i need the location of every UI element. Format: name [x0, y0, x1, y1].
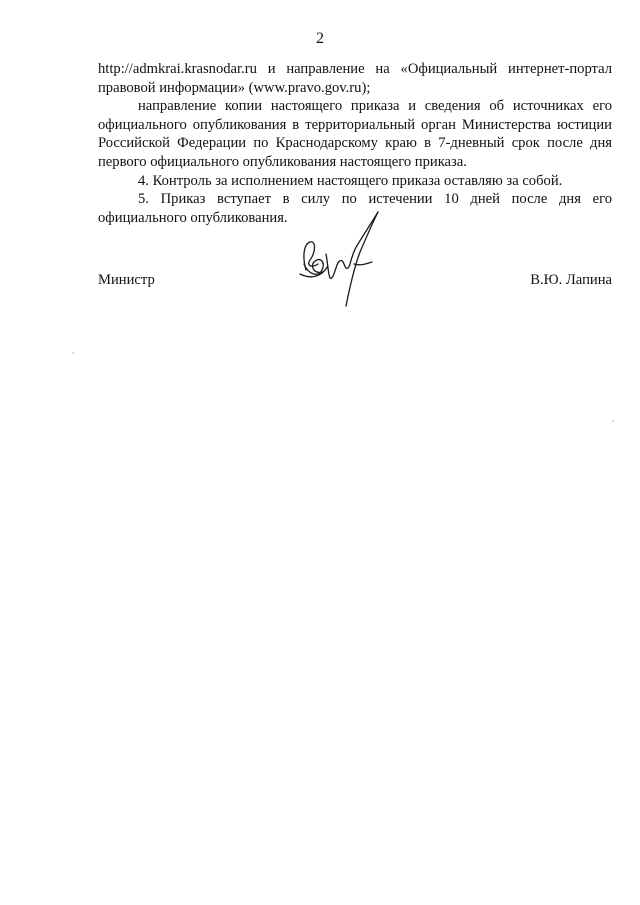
signer-name: В.Ю. Лапина [530, 272, 612, 288]
scan-speck [72, 352, 74, 354]
document-body [98, 60, 612, 227]
scan-speck [612, 420, 614, 422]
page-number: 2 [316, 30, 324, 47]
paragraph-control: 4. Контроль за исполнением настоящего приказа оставляю за собой. [138, 172, 563, 189]
signature-block [98, 272, 612, 296]
paragraph-copy-direction: направление копии настоящего приказа и сведения об источниках его официального опубликования в территориальный орган Министерства юстиции Российской Федерации по Краснодарскому краю в 7-дневный срок после дня первого официального опубликования настоящего приказа. [98, 98, 612, 170]
paragraph-url: http://admkrai.krasnodar.ru и направление на «Официальный интернет-портал правовой информации» (www.pravo.gov.ru); [98, 61, 612, 96]
paragraph-effective: 5. Приказ вступает в силу по истечении 10 дней после дня его официального опубликования. [98, 191, 612, 226]
handwritten-signature [292, 208, 388, 312]
signer-role: Министр [98, 272, 155, 288]
